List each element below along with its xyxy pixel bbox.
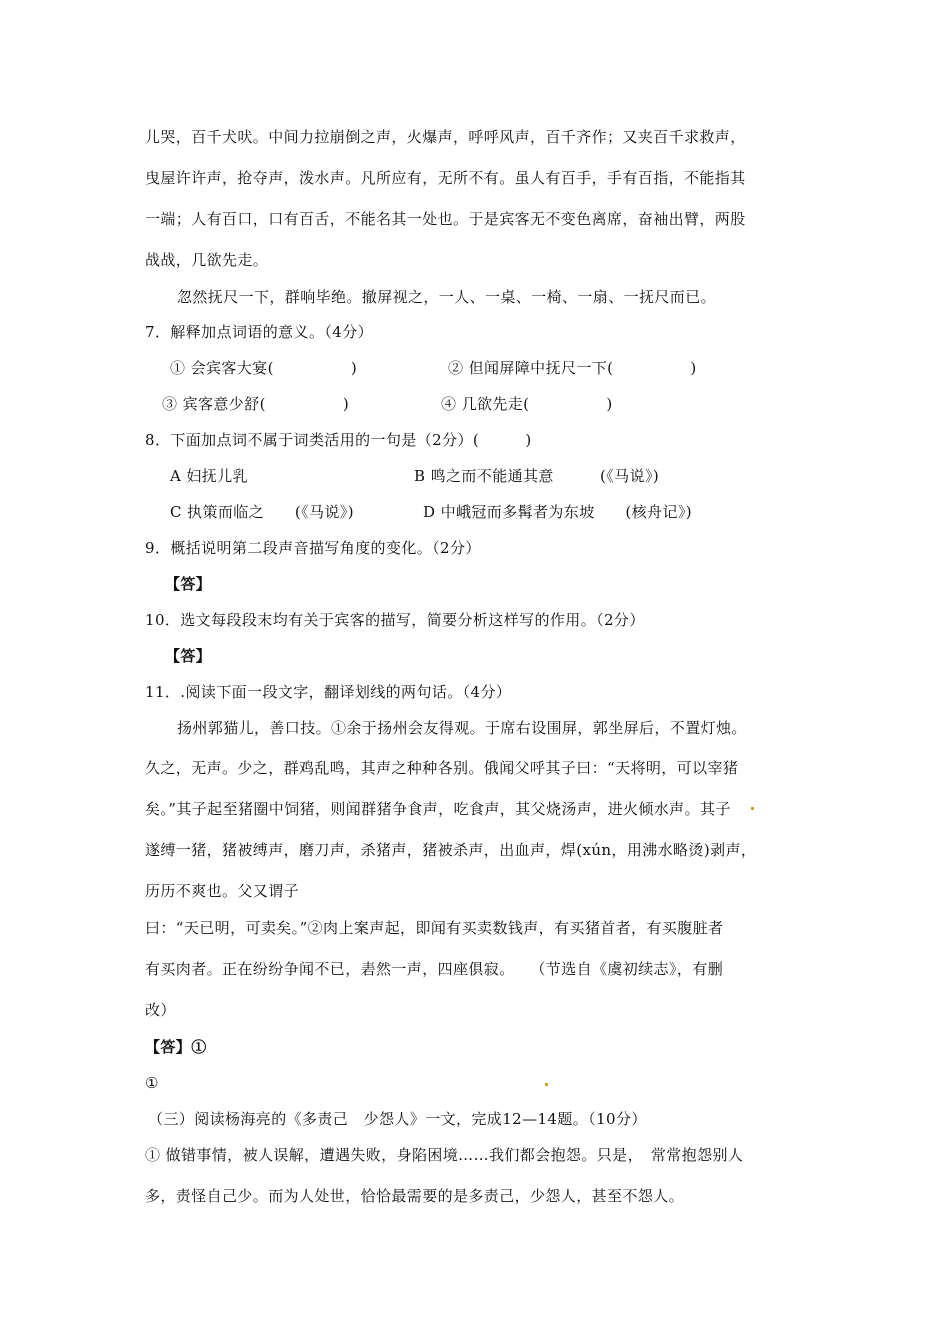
question-10-stem: 10．选文每段段末均有关于宾客的描写，简要分析这样写的作用。（2分） xyxy=(145,611,645,629)
q9-answer-label: 【答】 xyxy=(165,575,212,593)
passage-line: 儿哭，百千犬吠。中间力拉崩倒之声，火爆声，呼呼风声，百千齐作；又夹百千求救声， xyxy=(145,128,746,146)
q8-option-a: A 妇抚儿乳 xyxy=(170,467,249,485)
q11-passage-line: 久之，无声。少之，群鸡乱鸣，其声之种种各别。俄闻父呼其子曰：“天将明，可以宰猪 xyxy=(145,759,739,777)
passage-line: 忽然抚尺一下，群响毕绝。撤屏视之，一人、一桌、一椅、一扇、一抚尺而已。 xyxy=(177,288,717,306)
section-3-heading: （三）阅读杨海亮的《多责己 少怨人》一文，完成12—14题。（10分） xyxy=(148,1110,647,1128)
question-9-stem: 9．概括说明第二段声音描写角度的变化。（2分） xyxy=(145,539,481,557)
q11-passage-line: 扬州郭猫儿，善口技。①余于扬州会友得观。于席右设围屏，郭坐屏后，不置灯烛。 xyxy=(177,719,747,737)
passage-line: 曳屋许许声，抢夺声，泼水声。凡所应有，无所不有。虽人有百手，手有百指，不能指其 xyxy=(145,169,746,187)
q11-passage-line: 曰：“天已明，可卖矣。”②肉上案声起，即闻有买卖数钱声，有买猪首者，有买腹脏者 xyxy=(145,919,724,937)
q11-passage-line: 遂缚一猪，猪被缚声，磨刀声，杀猪声，猪被杀声，出血声，焊(xún，用沸水略烫)剥声， xyxy=(145,841,757,859)
question-8-stem: 8．下面加点词不属于词类活用的一句是（2分）( ) xyxy=(145,431,532,449)
q8-option-c: C 执策而临之 (《马说》) xyxy=(170,503,354,521)
decorative-dot xyxy=(751,807,754,810)
q11-answer-label: 【答】① xyxy=(145,1038,207,1056)
q8-option-d: D 中峨冠而多髯者为东坡 (核舟记》) xyxy=(423,503,693,521)
section-3-paragraph-line: ① 做错事情，被人误解，遭遇失败，身陷困境……我们都会抱怨。只是， 常常抱怨别人 xyxy=(145,1146,744,1164)
q10-answer-label: 【答】 xyxy=(165,647,212,665)
q11-passage-line: 改） xyxy=(145,1001,176,1019)
q11-passage-line: 矣。”其子起至猪圈中饲猪，则闻群猪争食声，吃食声，其父烧汤声，进火倾水声。其子 xyxy=(145,800,731,818)
q7-item-2: ② 但闻屏障中抚尺一下( ) xyxy=(448,359,697,377)
question-7-stem: 7．解释加点词语的意义。（4分） xyxy=(145,323,373,341)
passage-line: 一端；人有百口，口有百舌，不能名其一处也。于是宾客无不变色离席，奋袖出臂，两股 xyxy=(145,210,746,228)
q11-passage-line: 有买肉者。正在纷纷争闻不已，砉然一声，四座俱寂。 （节选自《虞初续志》，有删 xyxy=(145,960,724,978)
q7-item-1: ① 会宾客大宴( ) xyxy=(170,359,358,377)
passage-line: 战战，几欲先走。 xyxy=(145,251,269,269)
q11-passage-line: 历历不爽也。父又谓子 xyxy=(145,882,300,900)
q7-item-4: ④ 几欲先走( ) xyxy=(441,395,613,413)
q11-answer-marker: ① xyxy=(145,1074,159,1092)
section-3-paragraph-line: 多，责怪自己少。而为人处世，恰恰最需要的是多责己，少怨人，甚至不怨人。 xyxy=(145,1187,685,1205)
q8-option-b: B 鸣之而不能通其意 (《马说》) xyxy=(414,467,660,485)
question-11-stem: 11．.阅读下面一段文字，翻译划线的两句话。（4分） xyxy=(145,683,512,701)
decorative-dot xyxy=(545,1083,548,1086)
q7-item-3: ③ 宾客意少舒( ) xyxy=(162,395,350,413)
